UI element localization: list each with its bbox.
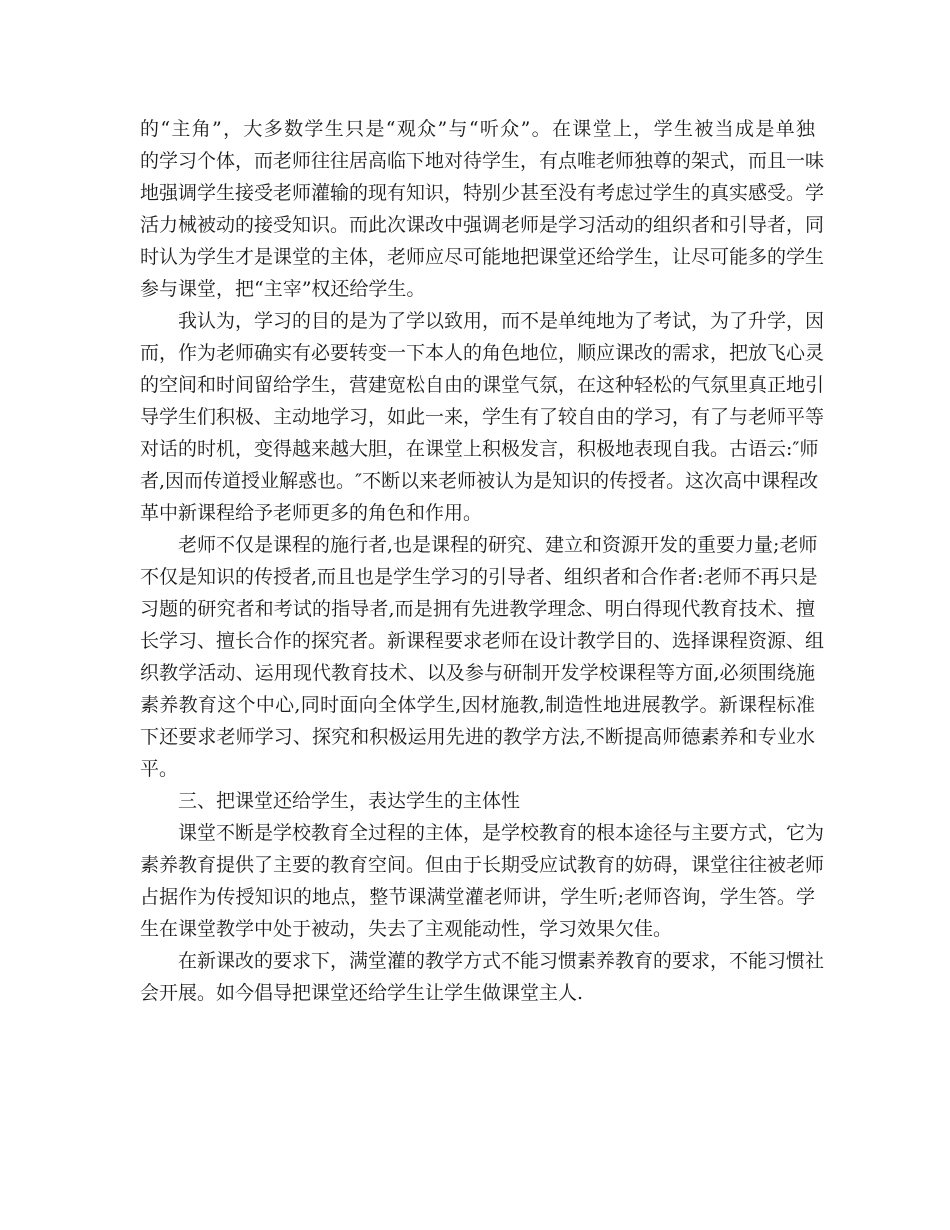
text-line: 我认为，学习的目的是为了学以致用，而不是单纯地为了考试，为了升学，因	[178, 310, 825, 332]
paragraph	[140, 529, 825, 785]
text-line: 素养教育提供了主要的教育空间。但由于长期受应试教育的妨碍，课堂往往被老师	[140, 854, 825, 876]
text-line: 革中新课程给予老师更多的角色和作用。	[140, 502, 483, 524]
text-line: 而，作为老师确实有必要转变一下本人的角色地位，顺应课改的需求，把放飞心灵	[140, 342, 825, 364]
text-line: 导学生们积极、主动地学习，如此一来，学生有了较自由的学习，有了与老师平等	[140, 406, 825, 428]
text-line: 参与课堂，把“主宰”权还给学生。	[140, 278, 426, 300]
document-body	[140, 113, 825, 1009]
text-line: 会开展。如今倡导把课堂还给学生让学生做课堂主人.	[140, 982, 584, 1004]
paragraph	[140, 945, 825, 1009]
text-line: 占据作为传授知识的地点，整节课满堂灌老师讲，学生听;老师咨询，学生答。学	[140, 886, 815, 908]
paragraph	[140, 817, 825, 945]
text-line: 时认为学生才是课堂的主体，老师应尽可能地把课堂还给学生，让尽可能多的学生	[140, 246, 825, 268]
text-line: 素养教育这个中心,同时面向全体学生,因材施教,制造性地进展教学。新课程标准	[140, 694, 815, 716]
text-line: 织教学活动、运用现代教育技术、以及参与研制开发学校课程等方面,必须围绕施	[140, 662, 815, 684]
text-line: 的空间和时间留给学生，营建宽松自由的课堂气氛，在这种轻松的气氛里真正地引	[140, 374, 825, 396]
text-line: 者,因而传道授业解惑也。″不断以来老师被认为是知识的传授者。这次高中课程改	[140, 470, 819, 492]
text-line: 生在课堂教学中处于被动，失去了主观能动性，学习效果欠佳。	[140, 918, 673, 940]
text-line: 活力械被动的接受知识。而此次课改中强调老师是学习活动的组织者和引导者，同	[140, 214, 825, 236]
text-line: 的“主角”，大多数学生只是“观众”与“听众”。在课堂上，学生被当成是单独	[140, 118, 815, 140]
text-line: 不仅是知识的传授者,而且也是学生学习的引导者、组织者和合作者:老师不再只是	[140, 566, 818, 588]
section-heading	[140, 785, 815, 817]
paragraph	[140, 113, 825, 305]
text-line: 的学习个体，而老师往往居高临下地对待学生，有点唯老师独尊的架式，而且一味	[140, 150, 825, 172]
text-line: 对话的时机，变得越来越大胆，在课堂上积极发言，积极地表现自我。古语云:″师	[140, 438, 819, 460]
text-line: 老师不仅是课程的施行者,也是课程的研究、建立和资源开发的重要力量;老师	[178, 534, 818, 556]
text-line: 长学习、擅长合作的探究者。新课程要求老师在设计教学目的、选择课程资源、组	[140, 630, 825, 652]
text-line: 下还要求老师学习、探究和积极运用先进的教学方法,不断提高师德素养和专业水	[140, 726, 815, 748]
paragraph	[140, 305, 825, 529]
text-line: 在新课改的要求下，满堂灌的教学方式不能习惯素养教育的要求，不能习惯社	[178, 950, 825, 972]
text-line: 平。	[140, 758, 179, 780]
text-line: 三、把课堂还给学生，表达学生的主体性	[178, 790, 521, 812]
text-line: 习题的研究者和考试的指导者,而是拥有先进教学理念、明白得现代教育技术、擅	[140, 598, 815, 620]
text-line: 课堂不断是学校教育全过程的主体，是学校教育的根本途径与主要方式，它为	[178, 822, 825, 844]
text-line: 地强调学生接受老师灌输的现有知识，特别少甚至没有考虑过学生的真实感受。学	[140, 182, 825, 204]
